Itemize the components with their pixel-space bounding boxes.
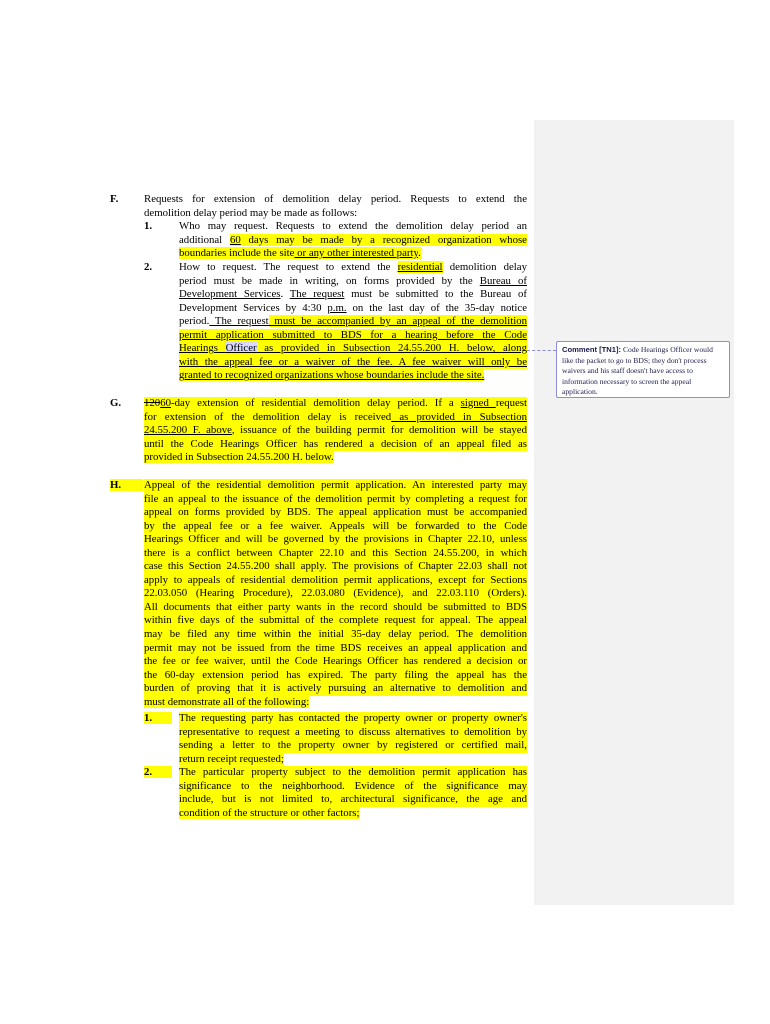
section-h-marker: H. (110, 479, 143, 493)
section-f-intro: Requests for extension of demolition delay period. Requests to extend the demolition delay period may be made as follows: (144, 193, 527, 219)
section-f-item1: Who may request. Requests to extend the demolition delay period an additional 60 days may be made by a recognized organization whose boundaries include the site or any other interested party. (179, 220, 527, 260)
section-h-item1-number: 1. (144, 712, 172, 726)
comment-text: Code Hearings Officer would like the packet to go to BDS; they don't process waivers and his staff doesn't have access to information necessary to screen the appeal application. (562, 345, 713, 397)
section-h-item1: The requesting party has contacted the property owner or property owner's representative to request a meeting to discuss alternatives to demolition by sending a letter to the property owner by registered or certified mail, return receipt requested; (179, 712, 527, 765)
section-f-item1-number: 1. (144, 220, 153, 232)
section-f-item2-number: 2. (144, 261, 153, 273)
section-h-item2: The particular property subject to the demolition permit application has significance to the neighborhood. Evidence of the significance may include, but is not limited to, architectural significance, the age and condition of the structure or other factors; (179, 766, 527, 819)
comment-label: Comment [TN1]: (562, 345, 622, 354)
comment-pane (534, 120, 734, 905)
section-h-item2-number: 2. (144, 766, 172, 780)
section-g-marker: G. (110, 397, 122, 409)
section-h-body: Appeal of the residential demolition permit application. An interested party may file an appeal to the issuance of the demolition permit by completing a request for appeal on forms provided by BDS. The appeal application must be accompanied by the appeal fee or a fee waiver. Appeals will be forwarded to the Code Hearings Officer and will be governed by the provisions in Chapter 22.10, unless there is a conflict between Chapter 22.10 and this Section 24.55.200, in which case this Section 24.55.200 shall apply. The provisions of Chapter 22.03 shall not apply to appeals of residential demolition permit applications, except for Sections 22.03.050 (Hearing Procedure), 22.03.080 (Evidence), and 22.03.110 (Orders). All documents that either party wants in the record should be submitted to BDS within five days of the submittal of the complete request for appeal. The appeal may be filed any time within the initial 35-day delay period. The demolition permit may not be issued from the time BDS receives an appeal application and the fee or fee waiver, until the Code Hearings Officer has rendered a decision or the 60-day extension period has expired. The party filing the appeal has the burden of proving that it is actively pursuing an alternative to demolition and must demonstrate all of the following: (144, 479, 527, 708)
section-g-body: 12060-day extension of residential demolition delay period. If a signed request for extension of the demolition delay is received as provided in Subsection 24.55.200 F. above, issuance of the building permit for demolition will be stayed until the Code Hearings Officer has rendered a decision of an appeal filed as provided in Subsection 24.55.200 H. below. (144, 397, 527, 464)
section-f-marker: F. (110, 193, 119, 205)
comment-balloon[interactable] (556, 341, 730, 398)
section-f-item2: How to request. The request to extend the residential demolition delay period must be made in writing, on forms provided by the Bureau of Development Services. The request must be submitted to the Bureau of Development Services by 4:30 p.m. on the last day of the 35-day notice period. The request must be accompanied by an appeal of the demolition permit application submitted to BDS for a hearing before the Code Hearings Officer as provided in Subsection 24.55.200 H. below, along with the appeal fee or a waiver of the fee. A fee waiver will only be granted to recognized organizations whose boundaries include the site. (179, 261, 527, 382)
